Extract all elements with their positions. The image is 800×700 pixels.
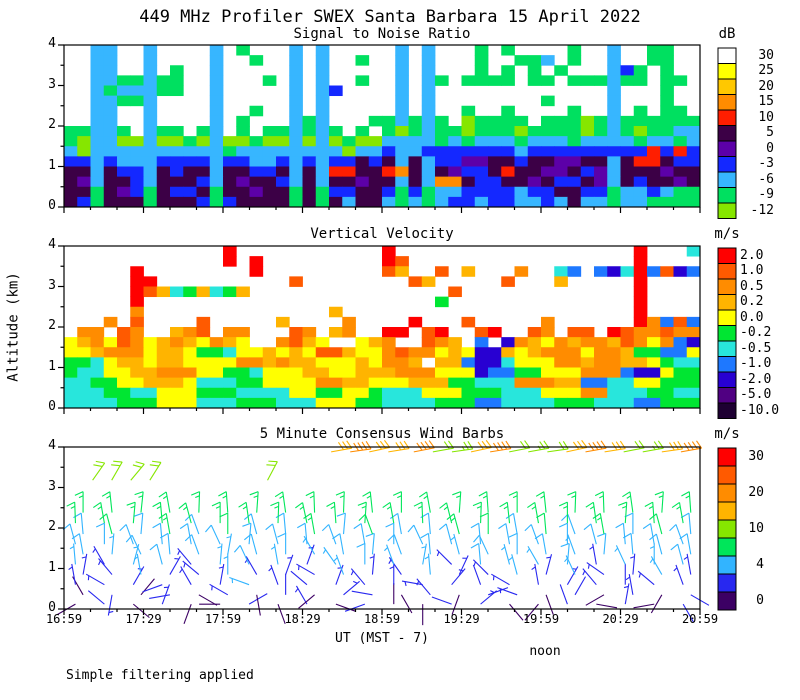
colorbar-1-box xyxy=(718,388,736,404)
colorbar-1-box xyxy=(718,310,736,326)
panel-2-frame xyxy=(64,447,700,609)
colorbar-0-box xyxy=(718,79,736,95)
y-tick-label: 3 xyxy=(48,277,56,293)
y-tick-label: 3 xyxy=(48,478,56,494)
y-tick-label: 4 xyxy=(48,36,56,51)
colorbar-label: 30 xyxy=(748,449,764,464)
colorbar-label: 10 xyxy=(748,521,764,536)
x-tick-label: 17:29 xyxy=(125,612,162,626)
colorbar-0-box xyxy=(718,157,736,173)
colorbar-label: -1.0 xyxy=(740,356,772,372)
colorbar-2-box xyxy=(718,574,736,592)
colorbar-title-db: dB xyxy=(718,26,736,42)
y-axis-title: Altitude (km) xyxy=(5,272,22,382)
colorbar-0-box xyxy=(718,48,736,64)
x-tick-label: 18:59 xyxy=(363,612,401,626)
colorbar-2-box xyxy=(718,556,736,574)
footer-note: Simple filtering applied xyxy=(66,668,254,683)
colorbar-label: -6 xyxy=(758,171,774,187)
colorbar-label: 0.0 xyxy=(740,309,764,325)
colorbar-label: 0.5 xyxy=(740,278,764,294)
panel-2-data xyxy=(57,440,709,625)
panel-1-data xyxy=(64,246,700,408)
colorbar-label: 0 xyxy=(766,140,774,156)
colorbar-2-box xyxy=(718,592,736,610)
x-tick-label: 19:59 xyxy=(522,612,560,626)
y-tick-label: 4 xyxy=(48,237,56,252)
colorbar-2-box xyxy=(718,466,736,484)
colorbar-1-box xyxy=(718,279,736,295)
colorbar-label: 20 xyxy=(748,485,764,500)
colorbar-label: 2.0 xyxy=(740,247,764,263)
colorbar-2-box xyxy=(718,538,736,556)
colorbar-label: 5 xyxy=(766,125,774,141)
y-tick-label: 2 xyxy=(48,117,56,132)
colorbar-1-box xyxy=(718,248,736,264)
colorbar-1-box xyxy=(718,264,736,280)
panel-title-vertical-velocity: Vertical Velocity xyxy=(310,226,454,242)
colorbar-0-box xyxy=(718,188,736,204)
y-tick-label: 1 xyxy=(48,157,56,173)
y-tick-label: 1 xyxy=(48,559,56,575)
x-tick-label: 16:59 xyxy=(45,612,83,626)
y-tick-label: 1 xyxy=(48,358,56,374)
y-tick-label: 3 xyxy=(48,76,56,92)
colorbar-label: 10 xyxy=(758,109,774,125)
colorbar-0-box xyxy=(718,126,736,142)
y-tick-label: 0 xyxy=(48,198,56,213)
colorbar-0-box xyxy=(718,110,736,126)
colorbar-label: 30 xyxy=(758,47,774,63)
colorbar-label: -5.0 xyxy=(740,387,772,403)
colorbar-1-box xyxy=(718,372,736,388)
colorbar-label: 0.2 xyxy=(740,294,764,310)
x-axis-title: UT (MST - 7) xyxy=(335,631,429,646)
colorbar-2-box xyxy=(718,502,736,520)
noon-annotation: noon xyxy=(529,644,561,659)
colorbar-label: 15 xyxy=(758,94,774,110)
colorbar-label: -12 xyxy=(750,202,774,218)
colorbar-label: 20 xyxy=(758,78,774,94)
colorbar-0-box xyxy=(718,203,736,219)
colorbar-label: -0.2 xyxy=(740,325,772,341)
x-tick-label: 19:29 xyxy=(443,612,480,626)
panel-title-wind-barbs: 5 Minute Consensus Wind Barbs xyxy=(259,426,505,442)
colorbar-1-box xyxy=(718,403,736,419)
colorbar-2-box xyxy=(718,484,736,502)
colorbar-label: 4 xyxy=(756,557,764,572)
colorbar-1-box xyxy=(718,341,736,357)
colorbar-label: 1.0 xyxy=(740,263,764,279)
figure-title: 449 MHz Profiler SWEX Santa Barbara 15 April 2022 xyxy=(139,7,641,27)
colorbar-label: 25 xyxy=(758,63,774,79)
colorbar-0-box xyxy=(718,64,736,80)
colorbar-title-ms-velocity: m/s xyxy=(714,226,740,242)
colorbar-label: -9 xyxy=(758,187,774,203)
colorbar-2-box xyxy=(718,520,736,538)
colorbar-label: -10.0 xyxy=(740,402,780,418)
panel-title-snr: Signal to Noise Ratio xyxy=(293,26,471,42)
x-tick-label: 18:29 xyxy=(284,612,321,626)
colorbar-1-box xyxy=(718,326,736,342)
colorbar-2-box xyxy=(718,448,736,466)
colorbar-1-box xyxy=(718,295,736,311)
x-tick-label: 20:59 xyxy=(681,612,719,626)
y-tick-label: 4 xyxy=(48,438,56,453)
colorbar-label: -0.5 xyxy=(740,340,772,356)
colorbar-label: -3 xyxy=(758,156,774,172)
x-tick-label: 20:29 xyxy=(602,612,639,626)
x-tick-label: 17:59 xyxy=(204,612,242,626)
y-tick-label: 2 xyxy=(48,318,56,333)
colorbar-label: 0 xyxy=(756,593,764,608)
colorbar-0-box xyxy=(718,141,736,157)
colorbar-label: -2.0 xyxy=(740,371,772,387)
y-tick-label: 2 xyxy=(48,519,56,534)
colorbar-0-box xyxy=(718,172,736,188)
colorbar-title-ms-wind: m/s xyxy=(714,426,740,442)
colorbar-1-box xyxy=(718,357,736,373)
panel-0-data xyxy=(64,45,700,207)
colorbar-0-box xyxy=(718,95,736,111)
y-tick-label: 0 xyxy=(48,399,56,414)
y-tick-label: 0 xyxy=(48,600,56,615)
